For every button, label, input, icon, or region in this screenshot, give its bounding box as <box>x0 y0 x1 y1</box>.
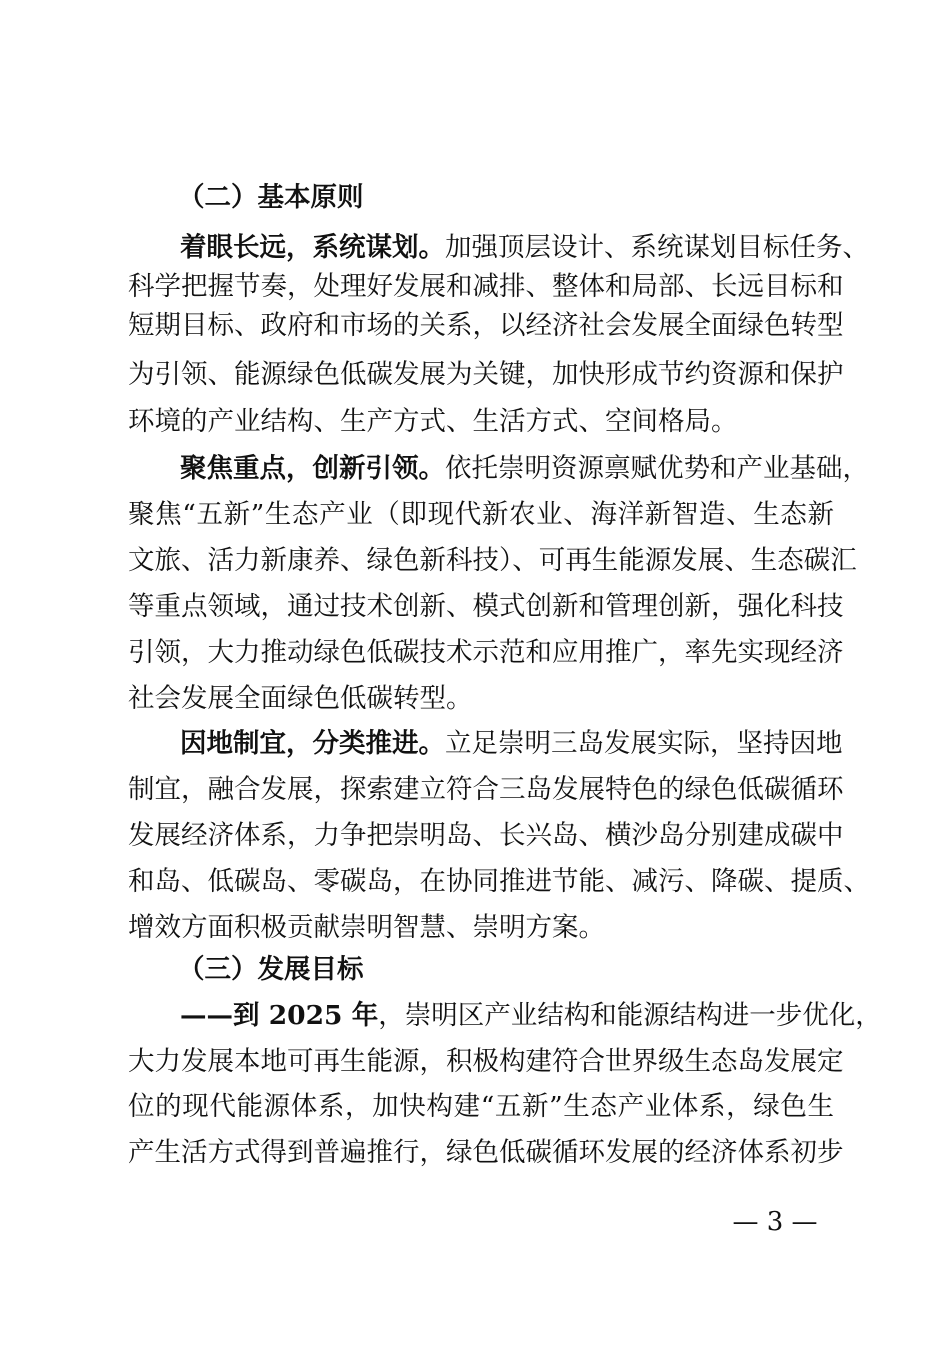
principle2-line: 文旅、活力新康养、绿色新科技）、可再生能源发展、生态碳汇 <box>128 545 857 576</box>
principle1-line: 科学把握节奏，处理好发展和减排、整体和局部、长远目标和 <box>128 271 844 302</box>
principle3-line: 发展经济体系，力争把崇明岛、长兴岛、横沙岛分别建成碳中 <box>128 820 844 851</box>
principle1-title: 着眼长远，系统谋划。 <box>180 232 445 263</box>
goal-line: 大力发展本地可再生能源，积极构建符合世界级生态岛发展定 <box>128 1046 844 1077</box>
principle2-first-line <box>180 449 869 489</box>
principle1-first-line <box>180 228 869 268</box>
principle1-line: 为引领、能源绿色低碳发展为关键，加快形成节约资源和保护 <box>128 359 844 390</box>
principle2-line: 引领，大力推动绿色低碳技术示范和应用推广，率先实现经济 <box>128 637 844 668</box>
principle1-text: 加强顶层设计、系统谋划目标任务、 <box>445 232 869 263</box>
goal-title: ——到 2025 年 <box>180 1000 379 1031</box>
goal-text: ，崇明区产业结构和能源结构进一步优化， <box>378 1000 882 1031</box>
page-number: — 3 — <box>732 1207 818 1237</box>
section2-heading: （二）基本原则 <box>178 182 364 213</box>
principle3-line: 制宜，融合发展，探索建立符合三岛发展特色的绿色低碳循环 <box>128 774 844 805</box>
principle1-line: 短期目标、政府和市场的关系，以经济社会发展全面绿色转型 <box>128 310 844 341</box>
principle3-text: 立足崇明三岛发展实际，坚持因地 <box>445 728 843 759</box>
principle2-title: 聚焦重点，创新引领。 <box>180 453 445 484</box>
goal-line: 产生活方式得到普遍推行，绿色低碳循环发展的经济体系初步 <box>128 1137 844 1168</box>
principle3-line: 增效方面积极贡献崇明智慧、崇明方案。 <box>128 912 605 943</box>
principle2-line: 聚焦“五新”生态产业（即现代新农业、海洋新智造、生态新 <box>128 499 834 530</box>
principle2-text: 依托崇明资源禀赋优势和产业基础， <box>445 453 869 484</box>
principle3-first-line <box>180 724 843 764</box>
principle3-title: 因地制宜，分类推进。 <box>180 728 445 759</box>
principle1-line: 环境的产业结构、生产方式、生活方式、空间格局。 <box>128 406 738 437</box>
goal-line: 位的现代能源体系，加快构建“五新”生态产业体系，绿色生 <box>128 1091 834 1122</box>
principle2-line: 等重点领域，通过技术创新、模式创新和管理创新，强化科技 <box>128 591 844 622</box>
goal-first-line <box>180 996 882 1036</box>
principle3-line: 和岛、低碳岛、零碳岛，在协同推进节能、减污、降碳、提质、 <box>128 866 870 897</box>
section3-heading: （三）发展目标 <box>178 954 364 985</box>
principle2-line: 社会发展全面绿色低碳转型。 <box>128 683 473 714</box>
